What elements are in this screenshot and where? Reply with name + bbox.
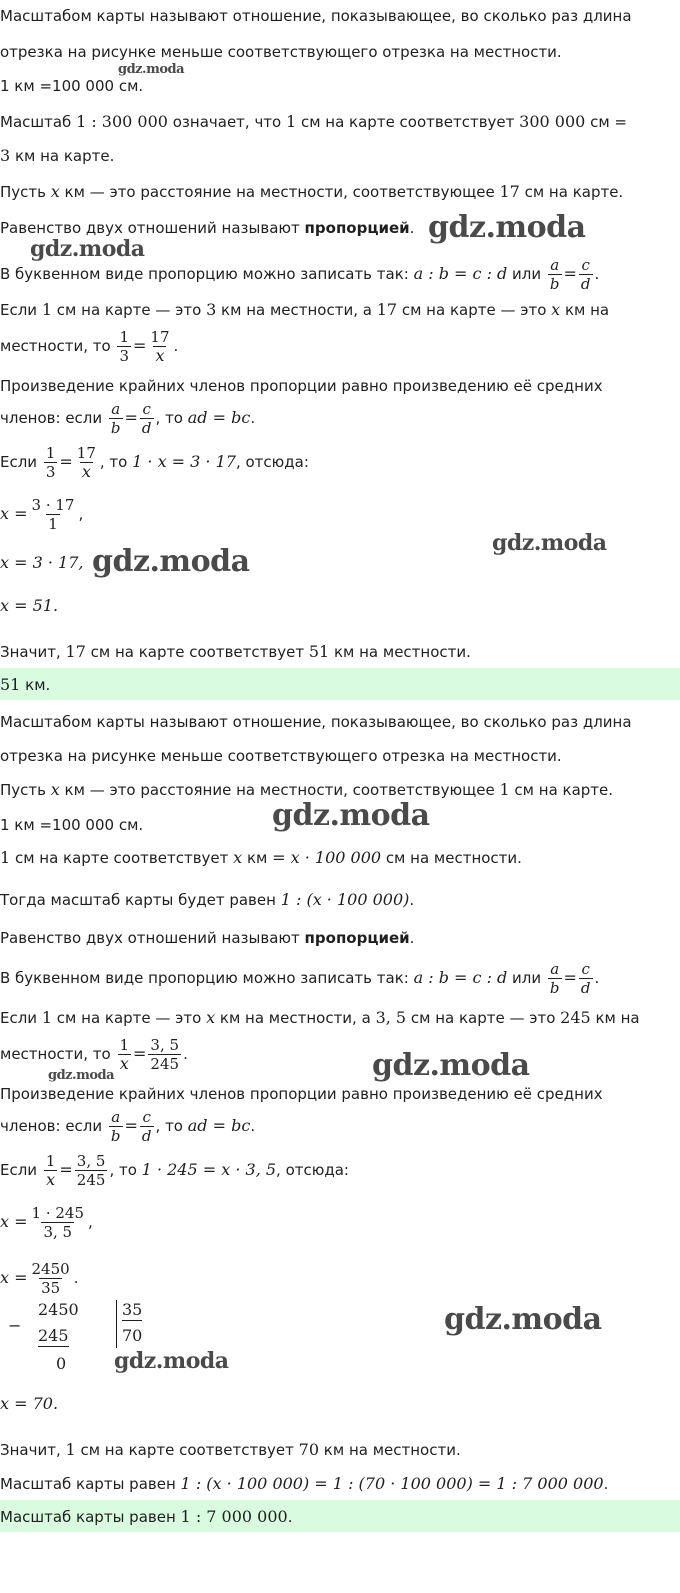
math: 17 bbox=[499, 182, 520, 201]
text: Если bbox=[0, 1161, 42, 1179]
text: , то bbox=[155, 409, 188, 427]
math: 51 bbox=[0, 675, 21, 694]
division-subtrahend: 245 bbox=[38, 1326, 69, 1345]
sol1-line-1: Масштабом карты называют отношение, показывающее, во сколько раз длина bbox=[0, 7, 632, 25]
sol2-line-9 bbox=[0, 1008, 640, 1028]
text: Тогда масштаб карты будет равен bbox=[0, 891, 281, 909]
numerator: 17 bbox=[76, 444, 96, 462]
denominator: 3 bbox=[45, 463, 56, 481]
fraction bbox=[109, 1108, 123, 1145]
text: . bbox=[603, 1475, 609, 1493]
sol2-line-14 bbox=[0, 1200, 93, 1244]
math: 3, 5 bbox=[375, 1008, 407, 1027]
denominator: x bbox=[81, 462, 91, 481]
text: . bbox=[287, 1508, 293, 1526]
math: ad = bc bbox=[187, 408, 251, 427]
numerator: 3, 5 bbox=[150, 1036, 180, 1054]
sol1-line-3: 1 км =100 000 см. bbox=[0, 77, 144, 95]
math: 3 bbox=[206, 300, 217, 319]
fraction bbox=[75, 444, 98, 481]
numerator: c bbox=[142, 1108, 151, 1126]
sol1-line-13 bbox=[0, 440, 309, 484]
sol2-line-12 bbox=[0, 1104, 255, 1148]
text: см на карте соответствует bbox=[85, 643, 309, 661]
math: 300 000 bbox=[519, 112, 586, 131]
math: ad = bc bbox=[187, 1116, 251, 1135]
watermark: gdz.moda bbox=[428, 210, 586, 245]
text: . bbox=[250, 409, 256, 427]
text: км на карте. bbox=[10, 147, 115, 165]
fraction bbox=[30, 1204, 86, 1241]
denominator: b bbox=[110, 1127, 121, 1145]
sol2-line-6 bbox=[0, 890, 414, 910]
math: x bbox=[50, 182, 60, 201]
text: , bbox=[78, 505, 84, 523]
fraction bbox=[148, 328, 171, 365]
sol1-line-6 bbox=[0, 182, 623, 202]
fraction bbox=[548, 256, 562, 293]
text: , отсюда: bbox=[235, 453, 309, 471]
sol2-line-8 bbox=[0, 956, 599, 1000]
fraction bbox=[148, 1036, 181, 1073]
text: Пусть bbox=[0, 781, 51, 799]
text: км. bbox=[20, 676, 51, 694]
fraction bbox=[44, 444, 58, 481]
math: 51 bbox=[308, 642, 330, 661]
text: Пусть bbox=[0, 183, 51, 201]
math: 1 bbox=[41, 1008, 53, 1027]
text: км на местности. bbox=[319, 1441, 461, 1459]
denominator: d bbox=[141, 419, 152, 437]
text: . bbox=[73, 1269, 79, 1287]
sol1-line-4 bbox=[0, 112, 627, 132]
watermark: gdz.moda bbox=[118, 62, 185, 77]
numerator: 1 bbox=[119, 328, 130, 346]
text: км на местности. bbox=[329, 643, 471, 661]
sol1-line-15: x = 3 · 17, bbox=[0, 553, 84, 572]
sol2-line-7 bbox=[0, 928, 414, 948]
sol2-line-2: отрезка на рисунке меньше соответствующего отрезка на местности. bbox=[0, 747, 562, 765]
math: x = bbox=[0, 1212, 28, 1231]
math: 245 bbox=[560, 1008, 591, 1027]
sol1-answer bbox=[0, 668, 680, 700]
sol2-line-5 bbox=[0, 848, 522, 868]
sol1-line-7 bbox=[0, 218, 414, 238]
text: см на карте — это bbox=[52, 301, 207, 319]
term-proportion: пропорцией bbox=[304, 219, 410, 237]
text: Равенство двух отношений называют bbox=[0, 929, 305, 947]
denominator: 1 bbox=[48, 515, 58, 533]
fraction bbox=[44, 1152, 58, 1189]
math: x bbox=[50, 780, 60, 799]
numerator: 1 bbox=[45, 1152, 56, 1170]
denominator: b bbox=[549, 275, 560, 293]
sol2-answer-text bbox=[0, 1507, 293, 1527]
text: . bbox=[409, 929, 415, 947]
text: или bbox=[507, 265, 546, 283]
numerator: a bbox=[550, 256, 560, 274]
text: . bbox=[183, 1045, 188, 1063]
fraction bbox=[30, 496, 77, 533]
math: x bbox=[233, 848, 243, 867]
sol2-line-13 bbox=[0, 1148, 349, 1192]
sol1-line-9 bbox=[0, 300, 609, 320]
math: 1 : 7 000 000 bbox=[180, 1507, 288, 1526]
text: членов: если bbox=[0, 409, 107, 427]
math: = bbox=[59, 452, 73, 471]
watermark: gdz.moda bbox=[114, 1348, 229, 1374]
text: Масштаб bbox=[0, 113, 77, 131]
text: см на карте соответствует bbox=[10, 849, 234, 867]
text: Масштаб карты равен bbox=[0, 1508, 181, 1526]
sol1-line-12 bbox=[0, 396, 255, 440]
denominator: b bbox=[110, 419, 121, 437]
numerator: 1 · 245 bbox=[31, 1204, 84, 1222]
sol1-line-10 bbox=[0, 324, 178, 368]
numerator: a bbox=[111, 1108, 121, 1126]
numerator: a bbox=[111, 400, 121, 418]
text: км на местности, а bbox=[216, 301, 377, 319]
text: Значит, bbox=[0, 643, 66, 661]
math: 1 : (x · 100 000) bbox=[280, 890, 410, 909]
fraction bbox=[140, 400, 154, 437]
fraction bbox=[117, 328, 131, 365]
text: . bbox=[409, 891, 415, 909]
math: 1 : 300 000 bbox=[76, 112, 168, 131]
sol2-line-3 bbox=[0, 780, 613, 800]
text: , то bbox=[155, 1117, 188, 1135]
text: Равенство двух отношений называют bbox=[0, 219, 305, 237]
text: , bbox=[88, 1213, 93, 1231]
numerator: c bbox=[581, 960, 590, 978]
math: x = bbox=[0, 1268, 28, 1287]
fraction bbox=[579, 256, 593, 293]
math: x bbox=[551, 300, 561, 319]
fraction bbox=[117, 1036, 131, 1073]
text: Значит, bbox=[0, 1441, 66, 1459]
math: = bbox=[124, 1116, 138, 1135]
fraction bbox=[75, 1152, 108, 1189]
math: = bbox=[59, 1160, 73, 1179]
text: . bbox=[250, 1117, 256, 1135]
text: км — это расстояние на местности, соответствующее bbox=[59, 183, 500, 201]
text: местности, то bbox=[0, 1045, 116, 1063]
text: см на карте — это bbox=[406, 1009, 561, 1027]
denominator: b bbox=[549, 979, 560, 997]
text: . bbox=[594, 969, 600, 987]
math: 1 · 245 = x · 3, 5 bbox=[141, 1160, 277, 1179]
text: В буквенном виде пропорцию можно записать так: bbox=[0, 969, 414, 987]
text: . bbox=[173, 337, 179, 355]
numerator: 2450 bbox=[31, 1260, 70, 1278]
text: означает, что bbox=[167, 113, 286, 131]
sol2-line-17 bbox=[0, 1440, 461, 1460]
denominator: d bbox=[580, 979, 591, 997]
numerator: c bbox=[581, 256, 590, 274]
text: Масштаб карты равен bbox=[0, 1475, 181, 1493]
sol2-line-1: Масштабом карты называют отношение, показывающее, во сколько раз длина bbox=[0, 713, 632, 731]
numerator: a bbox=[550, 960, 560, 978]
math: x bbox=[206, 1008, 216, 1027]
numerator: 1 bbox=[45, 444, 56, 462]
text: км bbox=[242, 849, 273, 867]
math: a : b = c : d bbox=[413, 264, 508, 283]
text: или bbox=[507, 969, 546, 987]
sol1-line-17 bbox=[0, 642, 471, 662]
watermark: gdz.moda bbox=[272, 798, 430, 833]
fraction bbox=[30, 1260, 72, 1297]
denominator: 245 bbox=[76, 1171, 106, 1189]
division-vertical-line bbox=[116, 1300, 117, 1348]
denominator: d bbox=[141, 1127, 152, 1145]
watermark: gdz.moda bbox=[92, 544, 250, 579]
fraction bbox=[140, 1108, 154, 1145]
text: местности, то bbox=[0, 337, 116, 355]
text: см на карте. bbox=[509, 781, 614, 799]
fraction bbox=[579, 960, 593, 997]
numerator: 1 bbox=[119, 1036, 130, 1054]
division-divisor: 35 bbox=[122, 1300, 143, 1319]
math: 1 bbox=[41, 300, 53, 319]
numerator: 17 bbox=[150, 328, 170, 346]
math: 1 bbox=[0, 848, 11, 867]
math: 1 bbox=[286, 112, 297, 131]
term-proportion: пропорцией bbox=[304, 929, 410, 947]
sol2-line-16: x = 70. bbox=[0, 1394, 59, 1413]
math: 1 : (x · 100 000) = 1 : (70 · 100 000) = 1 : 7 000 000 bbox=[180, 1474, 604, 1493]
math: 1 bbox=[65, 1440, 76, 1459]
text: , то bbox=[109, 1161, 142, 1179]
denominator: 3, 5 bbox=[43, 1223, 73, 1241]
text: . bbox=[409, 219, 415, 237]
denominator: 35 bbox=[41, 1279, 61, 1297]
text: см на местности. bbox=[381, 849, 522, 867]
denominator: x bbox=[46, 1170, 56, 1189]
sol1-answer-text bbox=[0, 675, 50, 695]
division-dividend: 2450 bbox=[38, 1300, 79, 1319]
sol1-line-5 bbox=[0, 146, 114, 166]
text: , то bbox=[99, 453, 133, 471]
math: = bbox=[563, 968, 577, 987]
text: км на bbox=[560, 301, 610, 319]
watermark: gdz.moda bbox=[492, 530, 607, 556]
text: Если bbox=[0, 453, 42, 471]
text: см на карте соответствует bbox=[296, 113, 520, 131]
sol1-line-2: отрезка на рисунке меньше соответствующего отрезка на местности. bbox=[0, 43, 562, 61]
text: Если bbox=[0, 1009, 42, 1027]
watermark: gdz.moda bbox=[372, 1048, 530, 1083]
text: см = bbox=[585, 113, 627, 131]
division-minus: − bbox=[8, 1316, 22, 1335]
math: 17 bbox=[65, 642, 86, 661]
fraction bbox=[109, 400, 123, 437]
sol1-line-16: x = 51. bbox=[0, 596, 59, 615]
math: 17 bbox=[376, 300, 398, 319]
sol2-line-15 bbox=[0, 1256, 78, 1300]
sol1-line-11: Произведение крайних членов пропорции равно произведению её средних bbox=[0, 377, 603, 395]
fraction bbox=[548, 960, 562, 997]
text: , отсюда: bbox=[276, 1161, 349, 1179]
numerator: 3 · 17 bbox=[31, 496, 75, 514]
math: = bbox=[124, 408, 138, 427]
math: = x · 100 000 bbox=[272, 848, 382, 867]
math: = bbox=[133, 336, 147, 355]
text: членов: если bbox=[0, 1117, 107, 1135]
division-quotient: 70 bbox=[122, 1326, 143, 1345]
denominator: 3 bbox=[119, 347, 130, 365]
denominator: x bbox=[155, 346, 165, 365]
watermark: gdz.moda bbox=[444, 1302, 602, 1337]
watermark: gdz.moda bbox=[48, 1068, 115, 1083]
numerator: 3, 5 bbox=[76, 1152, 106, 1170]
text: см на карте — это bbox=[397, 301, 552, 319]
math: 1 bbox=[499, 780, 510, 799]
watermark: gdz.moda bbox=[30, 236, 145, 262]
math: 1 · x = 3 · 17 bbox=[132, 452, 236, 471]
math: 70 bbox=[298, 1440, 320, 1459]
text: см на карте — это bbox=[52, 1009, 207, 1027]
sol2-line-4: 1 км =100 000 см. bbox=[0, 816, 144, 834]
math: = bbox=[563, 264, 577, 283]
text: В буквенном виде пропорцию можно записать так: bbox=[0, 265, 414, 283]
text: см на карте. bbox=[519, 183, 624, 201]
math: a : b = c : d bbox=[413, 968, 508, 987]
math: = bbox=[133, 1044, 147, 1063]
sol1-line-14 bbox=[0, 492, 83, 536]
denominator: d bbox=[580, 275, 591, 293]
sol2-line-11: Произведение крайних членов пропорции равно произведению её средних bbox=[0, 1085, 603, 1103]
sol2-line-18 bbox=[0, 1474, 608, 1494]
math: x = bbox=[0, 504, 28, 523]
text: Если bbox=[0, 301, 42, 319]
denominator: 245 bbox=[150, 1055, 180, 1073]
sol2-answer bbox=[0, 1500, 680, 1532]
text: км на местности, а bbox=[215, 1009, 376, 1027]
text: . bbox=[594, 265, 600, 283]
numerator: c bbox=[142, 400, 151, 418]
math: 3 bbox=[0, 146, 11, 165]
text: см на карте соответствует bbox=[75, 1441, 299, 1459]
denominator: x bbox=[119, 1054, 129, 1073]
text: км на bbox=[590, 1009, 640, 1027]
division-remainder: 0 bbox=[56, 1354, 67, 1373]
text: км — это расстояние на местности, соответствующее bbox=[59, 781, 500, 799]
